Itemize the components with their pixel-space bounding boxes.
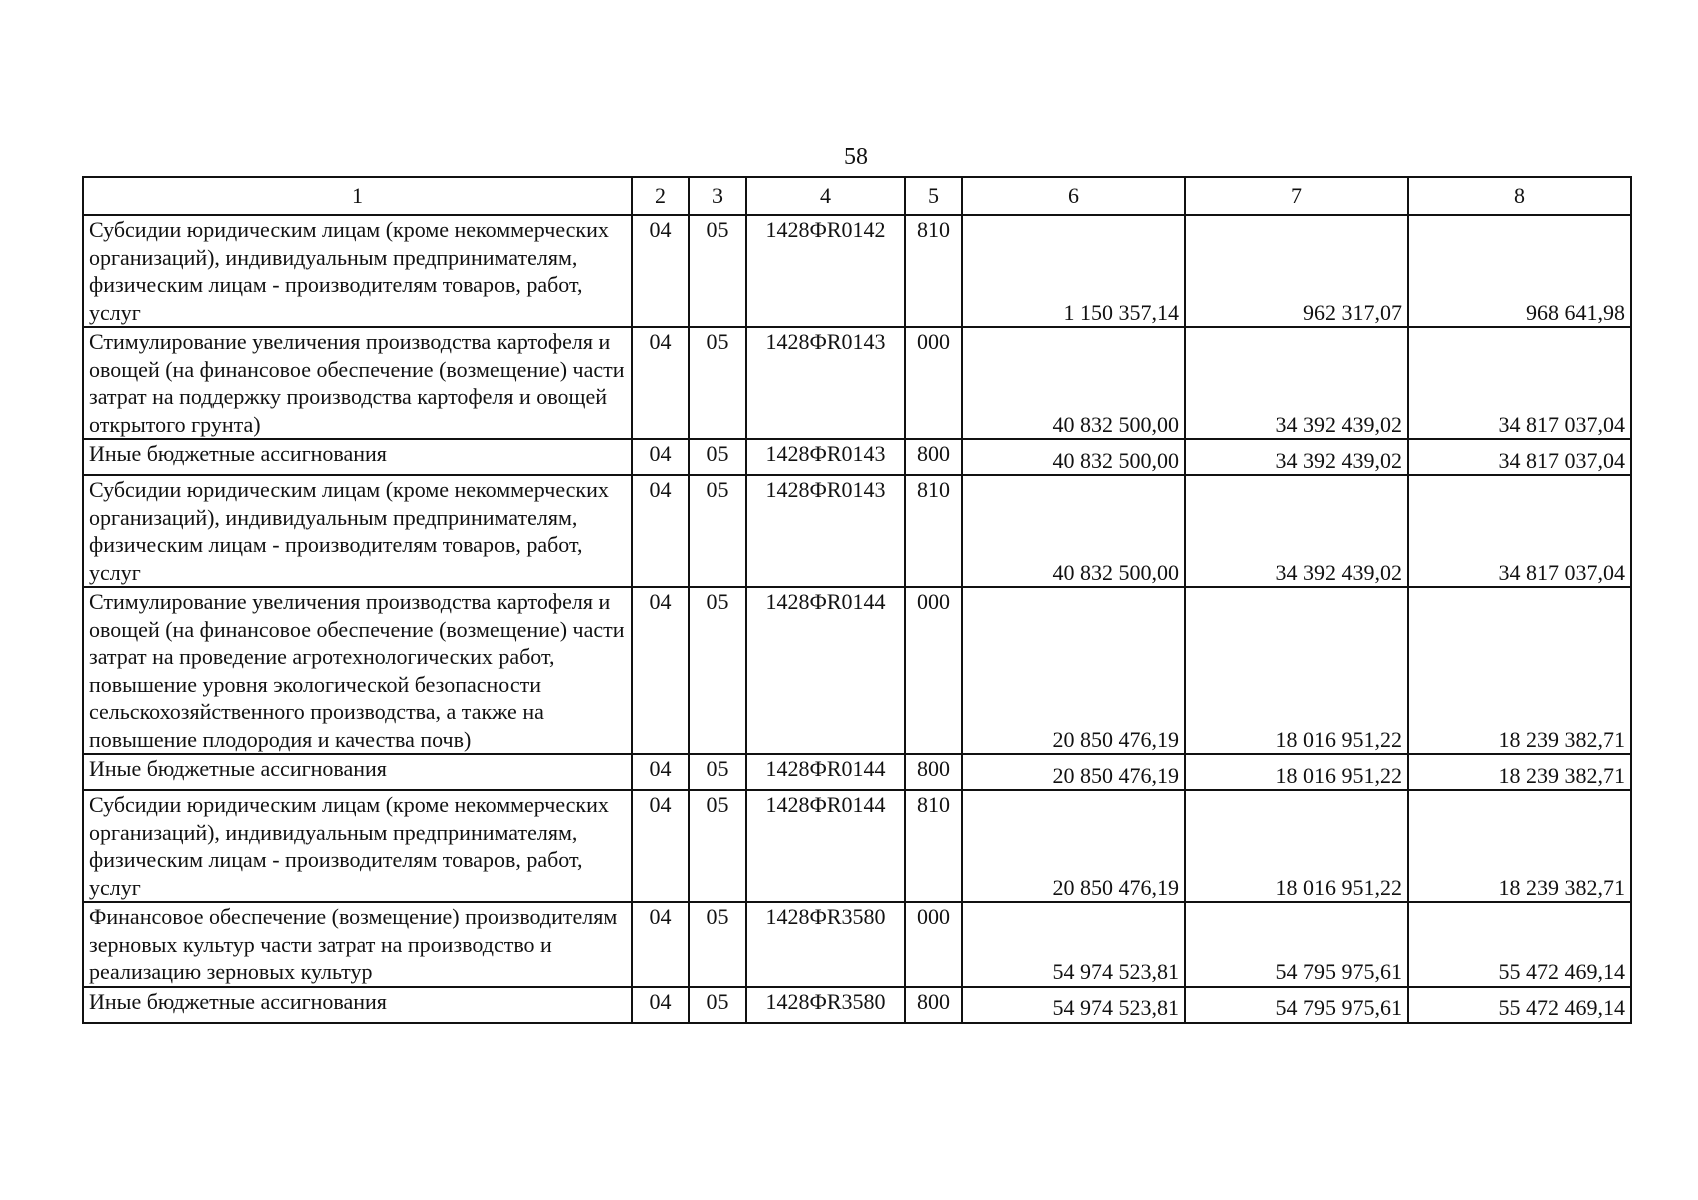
row-value-8: 18 239 382,71 — [1408, 587, 1631, 754]
table-row — [83, 215, 1631, 327]
row-value-7: 54 795 975,61 — [1185, 987, 1408, 1023]
row-value-8: 18 239 382,71 — [1408, 754, 1631, 790]
row-code-5: 000 — [905, 327, 962, 439]
table-row — [83, 439, 1631, 475]
header-col-5: 5 — [905, 177, 962, 215]
row-code-3: 05 — [689, 790, 746, 902]
row-value-6: 54 974 523,81 — [962, 987, 1185, 1023]
row-value-6: 40 832 500,00 — [962, 475, 1185, 587]
row-code-3: 05 — [689, 987, 746, 1023]
row-code-2: 04 — [632, 327, 689, 439]
row-name: Иные бюджетные ассигнования — [83, 439, 632, 475]
row-name: Субсидии юридическим лицам (кроме некоммерческих организаций), индивидуальным предпринимателям, физическим лицам - производителям товаров, работ, услуг — [83, 215, 632, 327]
row-code-2: 04 — [632, 439, 689, 475]
row-code-3: 05 — [689, 475, 746, 587]
table-row — [83, 754, 1631, 790]
table-row — [83, 987, 1631, 1023]
header-col-3: 3 — [689, 177, 746, 215]
row-value-8: 968 641,98 — [1408, 215, 1631, 327]
row-code-3: 05 — [689, 439, 746, 475]
header-col-1: 1 — [83, 177, 632, 215]
row-name: Стимулирование увеличения производства картофеля и овощей (на финансовое обеспечение (возмещение) части затрат на поддержку производства картофеля и овощей открытого грунта) — [83, 327, 632, 439]
row-code-2: 04 — [632, 587, 689, 754]
header-col-6: 6 — [962, 177, 1185, 215]
row-value-7: 34 392 439,02 — [1185, 439, 1408, 475]
row-code-4: 1428ФR0143 — [746, 327, 905, 439]
row-code-2: 04 — [632, 987, 689, 1023]
row-name: Стимулирование увеличения производства картофеля и овощей (на финансовое обеспечение (возмещение) части затрат на проведение агротехнологических работ, повышение уровня экологической безопасности сельскохозяйственного производства, а также на повышение плодородия и качества почв) — [83, 587, 632, 754]
table-row — [83, 475, 1631, 587]
row-code-5: 810 — [905, 215, 962, 327]
row-code-5: 800 — [905, 439, 962, 475]
budget-table — [82, 176, 1632, 1024]
row-code-5: 800 — [905, 987, 962, 1023]
row-code-4: 1428ФR3580 — [746, 987, 905, 1023]
row-value-8: 55 472 469,14 — [1408, 987, 1631, 1023]
row-code-2: 04 — [632, 215, 689, 327]
row-code-2: 04 — [632, 475, 689, 587]
row-value-7: 18 016 951,22 — [1185, 587, 1408, 754]
header-col-2: 2 — [632, 177, 689, 215]
row-code-4: 1428ФR3580 — [746, 902, 905, 987]
row-value-8: 18 239 382,71 — [1408, 790, 1631, 902]
row-code-4: 1428ФR0144 — [746, 790, 905, 902]
table-row — [83, 902, 1631, 987]
row-code-5: 000 — [905, 587, 962, 754]
row-value-8: 34 817 037,04 — [1408, 327, 1631, 439]
table-row — [83, 327, 1631, 439]
row-code-5: 810 — [905, 475, 962, 587]
row-value-7: 18 016 951,22 — [1185, 754, 1408, 790]
row-code-3: 05 — [689, 327, 746, 439]
row-value-6: 40 832 500,00 — [962, 439, 1185, 475]
row-value-6: 40 832 500,00 — [962, 327, 1185, 439]
row-code-3: 05 — [689, 587, 746, 754]
row-code-4: 1428ФR0143 — [746, 439, 905, 475]
row-name: Субсидии юридическим лицам (кроме некоммерческих организаций), индивидуальным предпринимателям, физическим лицам - производителям товаров, работ, услуг — [83, 475, 632, 587]
row-value-8: 34 817 037,04 — [1408, 439, 1631, 475]
row-value-7: 34 392 439,02 — [1185, 327, 1408, 439]
row-value-7: 54 795 975,61 — [1185, 902, 1408, 987]
header-col-7: 7 — [1185, 177, 1408, 215]
row-code-2: 04 — [632, 754, 689, 790]
row-code-2: 04 — [632, 902, 689, 987]
row-value-6: 20 850 476,19 — [962, 754, 1185, 790]
row-code-4: 1428ФR0143 — [746, 475, 905, 587]
row-code-5: 800 — [905, 754, 962, 790]
row-value-6: 1 150 357,14 — [962, 215, 1185, 327]
header-col-8: 8 — [1408, 177, 1631, 215]
table-row — [83, 790, 1631, 902]
row-code-3: 05 — [689, 215, 746, 327]
row-name: Иные бюджетные ассигнования — [83, 754, 632, 790]
header-col-4: 4 — [746, 177, 905, 215]
row-name: Субсидии юридическим лицам (кроме некоммерческих организаций), индивидуальным предпринимателям, физическим лицам - производителям товаров, работ, услуг — [83, 790, 632, 902]
row-code-5: 000 — [905, 902, 962, 987]
row-value-6: 54 974 523,81 — [962, 902, 1185, 987]
row-value-8: 34 817 037,04 — [1408, 475, 1631, 587]
row-code-4: 1428ФR0144 — [746, 754, 905, 790]
row-code-5: 810 — [905, 790, 962, 902]
row-value-7: 18 016 951,22 — [1185, 790, 1408, 902]
table-row — [83, 587, 1631, 754]
row-code-3: 05 — [689, 754, 746, 790]
row-code-4: 1428ФR0142 — [746, 215, 905, 327]
row-code-3: 05 — [689, 902, 746, 987]
row-name: Финансовое обеспечение (возмещение) производителям зерновых культур части затрат на производство и реализацию зерновых культур — [83, 902, 632, 987]
row-code-2: 04 — [632, 790, 689, 902]
header-row — [83, 177, 1631, 215]
row-value-6: 20 850 476,19 — [962, 587, 1185, 754]
row-name: Иные бюджетные ассигнования — [83, 987, 632, 1023]
page-number: 58 — [844, 144, 868, 170]
row-value-7: 34 392 439,02 — [1185, 475, 1408, 587]
row-value-8: 55 472 469,14 — [1408, 902, 1631, 987]
row-value-7: 962 317,07 — [1185, 215, 1408, 327]
row-code-4: 1428ФR0144 — [746, 587, 905, 754]
row-value-6: 20 850 476,19 — [962, 790, 1185, 902]
